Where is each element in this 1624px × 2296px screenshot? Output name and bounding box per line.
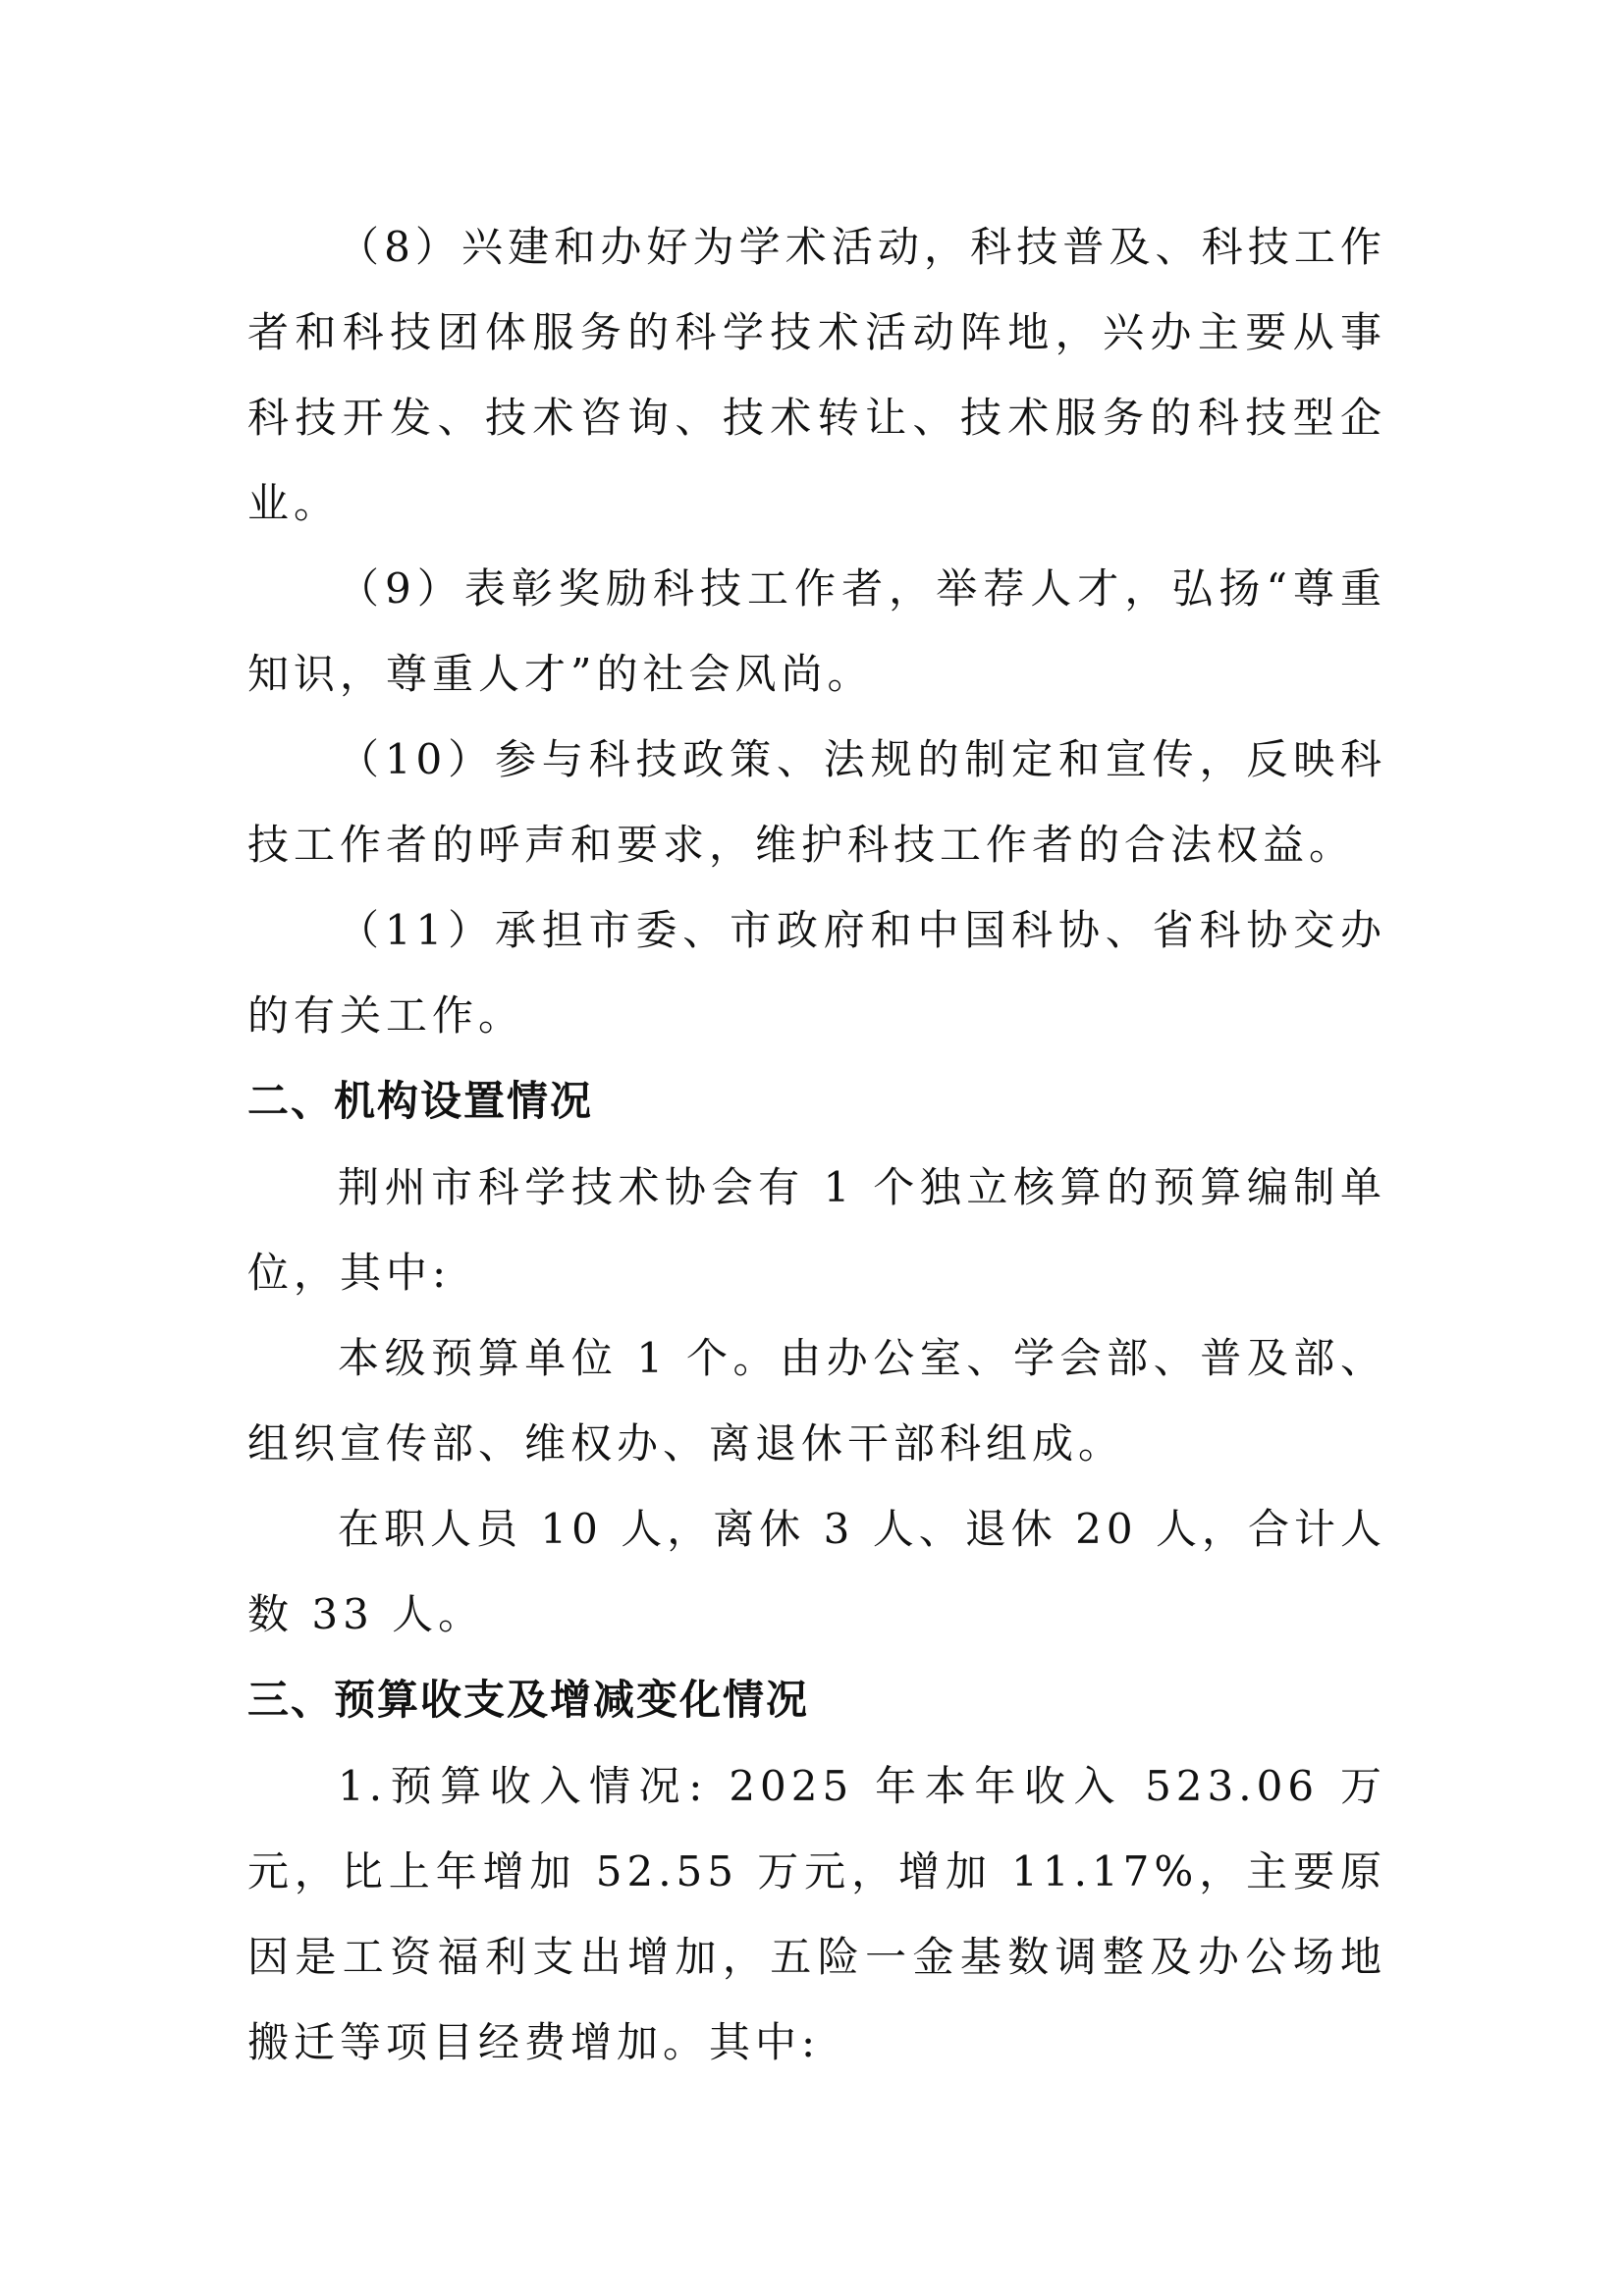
section-heading-budget: 三、预算收支及增减变化情况	[247, 1676, 810, 1724]
section-heading-organization: 二、机构设置情况	[247, 1077, 594, 1125]
paragraph-budget-income: 1.预算收入情况: 2025 年本年收入 523.06 万元，比上年增加 52.55 万元，增加 11.17%，主要原因是工资福利支出增加，五险一金基数调整及办公场地搬迁等项目经费增加。其中:	[247, 1762, 1386, 2066]
paragraph-organization-departments: 本级预算单位 1 个。由办公室、学会部、普及部、组织宣传部、维权办、离退休干部科组成。	[247, 1334, 1386, 1468]
paragraph-item-11: （11）承担市委、市政府和中国科协、省科协交办的有关工作。	[247, 906, 1386, 1040]
paragraph-item-8: （8）兴建和办好为学术活动，科技普及、科技工作者和科技团体服务的科学技术活动阵地，兴办主要从事科技开发、技术咨询、技术转让、技术服务的科技型企业。	[247, 223, 1386, 527]
paragraph-organization-units: 荆州市科学技术协会有 1 个独立核算的预算编制单位，其中:	[247, 1163, 1386, 1297]
paragraph-item-10: （10）参与科技政策、法规的制定和宣传，反映科技工作者的呼声和要求，维护科技工作者的合法权益。	[247, 735, 1386, 869]
paragraph-item-9: （9）表彰奖励科技工作者，举荐人才，弘扬“尊重知识，尊重人才”的社会风尚。	[247, 564, 1386, 698]
document-body	[247, 204, 1386, 2085]
paragraph-organization-staff: 在职人员 10 人，离休 3 人、退休 20 人，合计人数 33 人。	[247, 1505, 1386, 1638]
